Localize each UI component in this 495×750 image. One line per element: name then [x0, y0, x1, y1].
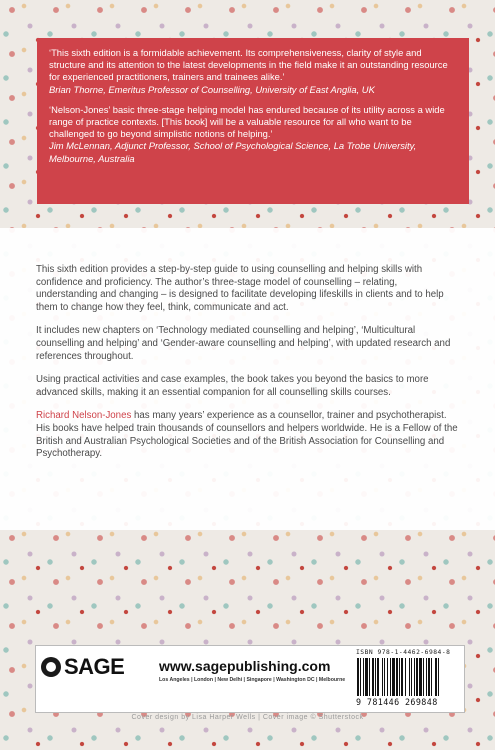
publisher-logo-text: SAGE — [64, 654, 125, 679]
endorsement-attribution: Brian Thorne, Emeritus Professor of Counselling, University of East Anglia, UK — [49, 83, 375, 95]
description-paragraph: It includes new chapters on ‘Technology mediated counselling and helping’, ‘Multicultural counselling and helping’ and ‘Gender-aware counselling and helping’, with updated research and references throughout. — [36, 325, 451, 362]
isbn-block — [356, 649, 460, 709]
endorsement-quote: ‘This sixth edition is a formidable achievement. Its comprehensiveness, clarity of style and structure and its attention to the latest developments in the field make it an outstanding resource for experienced practitioners, trainers and trainees alike.’ — [49, 47, 448, 83]
endorsement-box — [37, 38, 469, 204]
description-paragraph: This sixth edition provides a step-by-step guide to using counselling and helping skills with confidence and proficiency. The author’s three-stage model of counselling – relating, understanding and changing – is designed to facilitate developing lifeskills in clients and to help them to change how they feel, think, communicate and act. — [36, 264, 444, 313]
sage-logo-icon — [41, 657, 61, 677]
author-name: Richard Nelson-Jones — [36, 410, 132, 422]
isbn-label: ISBN 978-1-4462-6984-8 — [356, 649, 451, 656]
publisher-cities: Los Angeles | London | New Delhi | Singapore | Washington DC | Melbourne — [159, 677, 346, 683]
endorsement-attribution: Jim McLennan, Adjunct Professor, School of Psychological Science, La Trobe University, Melbourne, Australia — [49, 140, 417, 164]
barcode-icon — [356, 658, 460, 696]
publisher-logo — [41, 655, 351, 695]
cover-credit: Cover design by Lisa Harper Wells | Cover image © Shutterstock — [131, 714, 364, 721]
isbn-number: 9 781446 269848 — [356, 697, 438, 707]
author-bio — [36, 410, 459, 460]
author-bio-text: has many years’ experience as a counsellor, trainer and psychotherapist. His books have helped train thousands of counsellors and helpers worldwide. He is a Fellow of the British and Australian Psychological Societies and of the British Association for Counselling and Psychotherapy. — [36, 410, 458, 460]
publisher-website[interactable]: www.sagepublishing.com — [159, 658, 331, 674]
endorsement-quote: ‘Nelson-Jones’ basic three-stage helping model has endured because of its utility across a wide range of practice contexts. [This book] will be a valuable resource for all who want to be challenged to go beyond simplistic notions of helping.’ — [49, 103, 445, 140]
publisher-footer — [35, 645, 465, 713]
description-paragraph: Using practical activities and case examples, the book takes you beyond the basics to more advanced skills, making it an essential companion for all counselling skills courses. — [36, 374, 429, 398]
description-panel — [0, 228, 495, 530]
